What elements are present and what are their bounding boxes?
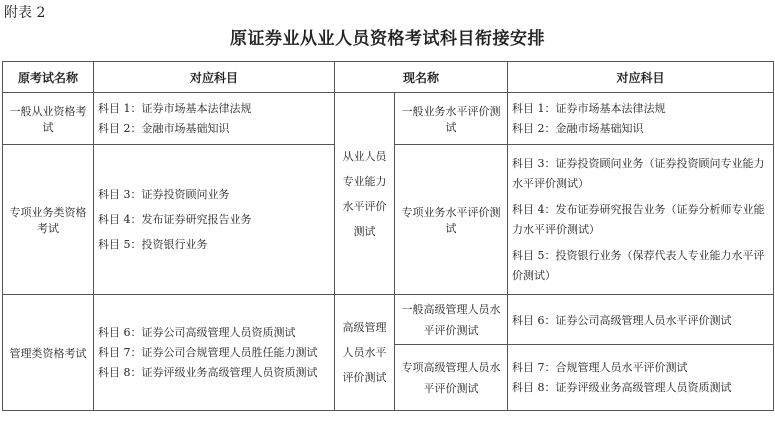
new-name-mgmt-b: 专项高级管理人员水平评价测试 xyxy=(395,345,508,411)
subject-item: 科目 8：证券评级业务高级管理人员资质测试 xyxy=(98,365,318,379)
old-name-mgmt: 管理类资格考试 xyxy=(3,295,94,411)
header-new-name: 现名称 xyxy=(335,62,508,93)
old-subjects-mgmt xyxy=(94,295,335,411)
page-title: 原证券业从业人员资格考试科目衔接安排 xyxy=(230,29,545,49)
table-row xyxy=(3,93,774,145)
header-old-name: 原考试名称 xyxy=(3,62,94,93)
subject-item: 科目 2：金融市场基础知识 xyxy=(98,121,230,135)
header-new-subjects: 对应科目 xyxy=(508,62,774,93)
subject-item: 科目 1：证券市场基本法律法规 xyxy=(98,101,252,115)
new-subjects-mgmt-a xyxy=(508,295,774,345)
old-name-special: 专项业务类资格考试 xyxy=(3,145,94,295)
annex-label: 附表 2 xyxy=(4,5,46,21)
header-old-subjects: 对应科目 xyxy=(94,62,335,93)
subject-item: 科目 6：证券公司高级管理人员资质测试 xyxy=(98,325,296,339)
old-subjects-general xyxy=(94,93,335,145)
table-row xyxy=(3,295,774,345)
new-name-mgmt-a: 一般高级管理人员水平评价测试 xyxy=(395,295,508,345)
new-subjects-special xyxy=(508,145,774,295)
subject-item: 科目 5：投资银行业务 xyxy=(98,238,208,251)
group-practitioner: 从业人员专业能力水平评价测试 xyxy=(335,93,395,295)
subject-item: 科目 3：证券投资顾问业务 xyxy=(98,188,230,201)
new-name-general: 一般业务水平评价测试 xyxy=(395,93,508,145)
subject-item: 科目 8：证券评级业务高级管理人员资质测试 xyxy=(512,380,732,394)
old-subjects-special xyxy=(94,145,335,295)
new-subjects-general xyxy=(508,93,774,145)
subject-item: 科目 4：发布证券研究报告业务 xyxy=(98,213,252,226)
old-name-general: 一般从业资格考试 xyxy=(3,93,94,145)
group-senior: 高级管理人员水平评价测试 xyxy=(335,295,395,411)
new-name-special: 专项业务水平评价测试 xyxy=(395,145,508,295)
new-subjects-mgmt-b xyxy=(508,345,774,411)
subject-item: 科目 4：发布证券研究报告业务（证券分析师专业能力水平评价测试） xyxy=(512,202,765,236)
subject-item: 科目 1：证券市场基本法律法规 xyxy=(512,101,666,115)
subject-item: 科目 3：证券投资顾问业务（证券投资顾问专业能力水平评价测试） xyxy=(512,156,765,190)
subject-item: 科目 7：合规管理人员水平评价测试 xyxy=(512,360,688,374)
subject-item: 科目 6：证券公司高级管理人员水平评价测试 xyxy=(512,313,732,327)
subject-item: 科目 5：投资银行业务（保荐代表人专业能力水平评价测试） xyxy=(512,248,765,282)
table-header-row xyxy=(3,62,774,93)
subject-mapping-table xyxy=(2,61,774,411)
subject-item: 科目 7：证券公司合规管理人员胜任能力测试 xyxy=(98,345,318,359)
subject-item: 科目 2：金融市场基础知识 xyxy=(512,121,644,135)
